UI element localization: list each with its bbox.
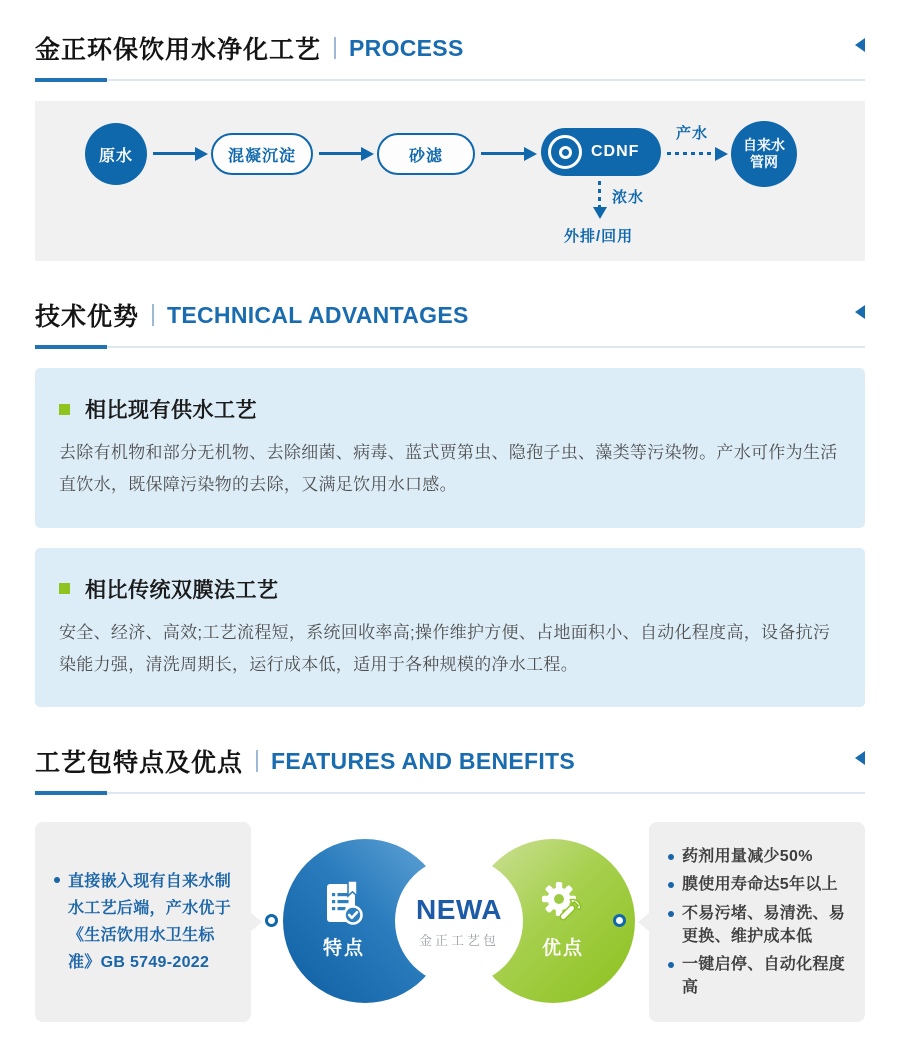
title-divider [152,304,154,326]
advantage-box-body: 去除有机物和部分无机物、去除细菌、病毒、蓝式贾第虫、隐孢子虫、藻类等污染物。产水可作为生活直饮水，既保障污染物的去除，又满足饮用水口感。 [59,443,838,495]
section-marker-icon [855,751,865,765]
node-sand-filter [377,133,475,175]
venn-benefits-group [521,880,605,960]
process-title-zh: 金正环保饮用水净化工艺 [35,36,322,64]
section-marker-icon [855,305,865,319]
arrow-raw-to-coagulation [153,152,195,155]
advantage-box-title-row [59,394,841,424]
advantages-title-en: TECHNICAL ADVANTAGES [167,301,469,328]
node-coagulation [211,133,313,175]
features-title-en: FEATURES AND BENEFITS [271,747,576,774]
target-rings-icon [548,135,582,169]
title-divider [256,750,258,772]
label-product-water: 产水 [676,125,709,142]
venn-features-label: 特点 [322,938,365,960]
node-tap-network [731,121,797,187]
node-raw-water [85,123,147,185]
advantage-box-existing-supply [35,368,865,528]
advantage-box-title-row [59,574,841,604]
arrow-cdnf-to-discharge [598,181,601,207]
benefits-list [667,840,847,1004]
advantage-box-title: 相比传统双膜法工艺 [85,578,279,602]
list-item: 不易污堵、易清洗、易更换、维护成本低 [667,902,847,948]
node-coagulation-label: 混凝沉淀 [227,147,296,165]
document-check-icon [324,880,364,926]
advantage-box-body: 安全、经济、高效;工艺流程短，系统回收率高;操作维护方便、占地面积小、自动化程度高，设备抗污染能力强，清洗周期长，运行成本低，适用于各种规模的净水工程。 [59,622,831,674]
arrow-sand-to-cdnf [481,152,524,155]
process-section-header [35,30,865,81]
arrow-cdnf-to-tap [667,152,715,155]
brand-subtitle: 金正工艺包 [418,932,499,948]
process-title-en: PROCESS [349,34,464,61]
features-benefits-row [35,822,865,1052]
connector-dot-left-icon [265,914,278,927]
venn-center-badge [395,857,523,985]
node-tap-network-line1: 自来水 [743,136,785,153]
features-title-zh: 工艺包特点及优点 [35,749,244,778]
venn-benefits-label: 优点 [541,938,584,960]
venn-features-group [302,880,386,960]
features-section-title-row [35,743,865,779]
node-cdnf [541,128,661,176]
label-concentrate: 浓水 [612,189,645,206]
features-list [53,868,233,977]
advantage-box-dual-membrane [35,548,865,708]
advantages-title-zh: 技术优势 [35,303,140,331]
benefits-list-box [649,822,865,1022]
list-item: 药剂用量减少50% [667,845,847,868]
list-item: 一键启停、自动化程度高 [667,953,847,999]
process-flow-panel [35,101,865,261]
title-divider [334,37,336,59]
features-section-header [35,743,865,794]
advantages-section-title-row [35,297,865,333]
process-section-title-row [35,30,865,66]
advantage-box-title: 相比现有供水工艺 [85,399,257,422]
gear-wrench-icon [540,880,586,926]
target-rings-icon-inner [559,146,572,159]
arrow-coagulation-to-sand [319,152,361,155]
node-sand-filter-label: 砂滤 [408,147,443,165]
node-cdnf-label: CDNF [591,143,640,160]
list-item: 膜使用寿命达5年以上 [667,873,847,896]
advantages-section-header [35,297,865,348]
brand-name: NEWA [416,893,502,925]
section-marker-icon [855,38,865,52]
green-square-bullet-icon [59,583,70,594]
label-discharge-reuse: 外排/回用 [564,228,634,245]
green-square-bullet-icon [59,404,70,415]
node-tap-network-line2: 管网 [750,154,778,170]
list-item: 直接嵌入现有自来水制水工艺后端，产水优于《生活饮用水卫生标准》GB 5749-2022 [53,868,233,977]
node-raw-water-label: 原水 [98,147,133,165]
features-list-box [35,822,251,1022]
